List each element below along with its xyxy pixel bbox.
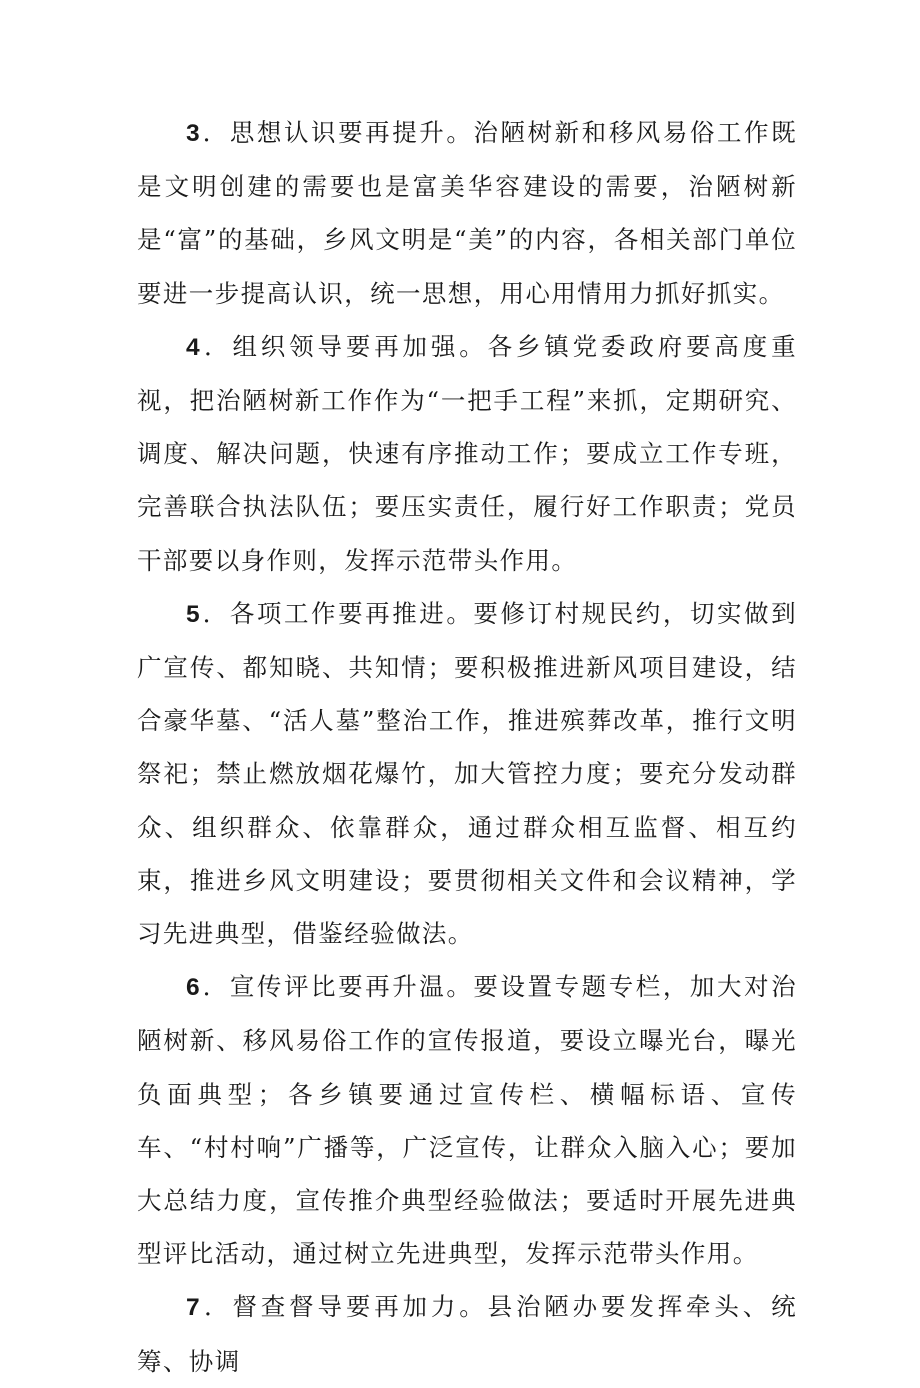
paragraph-number: 4	[186, 333, 202, 361]
paragraph-text: ．思想认识要再提升。治陋树新和移风易俗工作既是文明创建的需要也是富美华容建设的需要，治陋树新是“富”的基础，乡风文明是“美”的内容，各相关部门单位要进一步提高认识，统一思想，用心用情用力抓好抓实。	[137, 118, 797, 308]
paragraph-number: 7	[186, 1294, 202, 1322]
paragraph-text: ．宣传评比要再升温。要设置专题专栏，加大对治陋树新、移风易俗工作的宣传报道，要设立曝光台，曝光负面典型；各乡镇要通过宣传栏、横幅标语、宣传车、“村村响”广播等，广泛宣传，让群众入脑入心；要加大总结力度，宣传推介典型经验做法；要适时开展先进典型评比活动，通过树立先进典型，发挥示范带头作用。	[137, 972, 797, 1269]
paragraph-number: 3	[186, 120, 202, 147]
paragraph-3	[137, 106, 797, 320]
paragraph-number: 5	[186, 600, 202, 628]
paragraph-5	[137, 587, 797, 960]
document-body	[137, 106, 797, 1388]
paragraph-7	[137, 1280, 797, 1387]
paragraph-text: ．组织领导要再加强。各乡镇党委政府要高度重视，把治陋树新工作作为“一把手工程”来抓，定期研究、调度、解决问题，快速有序推动工作；要成立工作专班，完善联合执法队伍；要压实责任，履行好工作职责；党员干部要以身作则，发挥示范带头作用。	[137, 331, 797, 575]
paragraph-text: ．督查督导要再加力。县治陋办要发挥牵头、统筹、协调	[137, 1292, 797, 1376]
paragraph-4	[137, 320, 797, 587]
paragraph-6	[137, 960, 797, 1280]
paragraph-text: ．各项工作要再推进。要修订村规民约，切实做到广宣传、都知晓、共知情；要积极推进新风项目建设，结合豪华墓、“活人墓”整治工作，推进殡葬改革，推行文明祭祀；禁止燃放烟花爆竹，加大管控力度；要充分发动群众、组织群众、依靠群众，通过群众相互监督、相互约束，推进乡风文明建设；要贯彻相关文件和会议精神，学习先进典型，借鉴经验做法。	[137, 598, 797, 949]
paragraph-number: 6	[186, 974, 202, 1002]
